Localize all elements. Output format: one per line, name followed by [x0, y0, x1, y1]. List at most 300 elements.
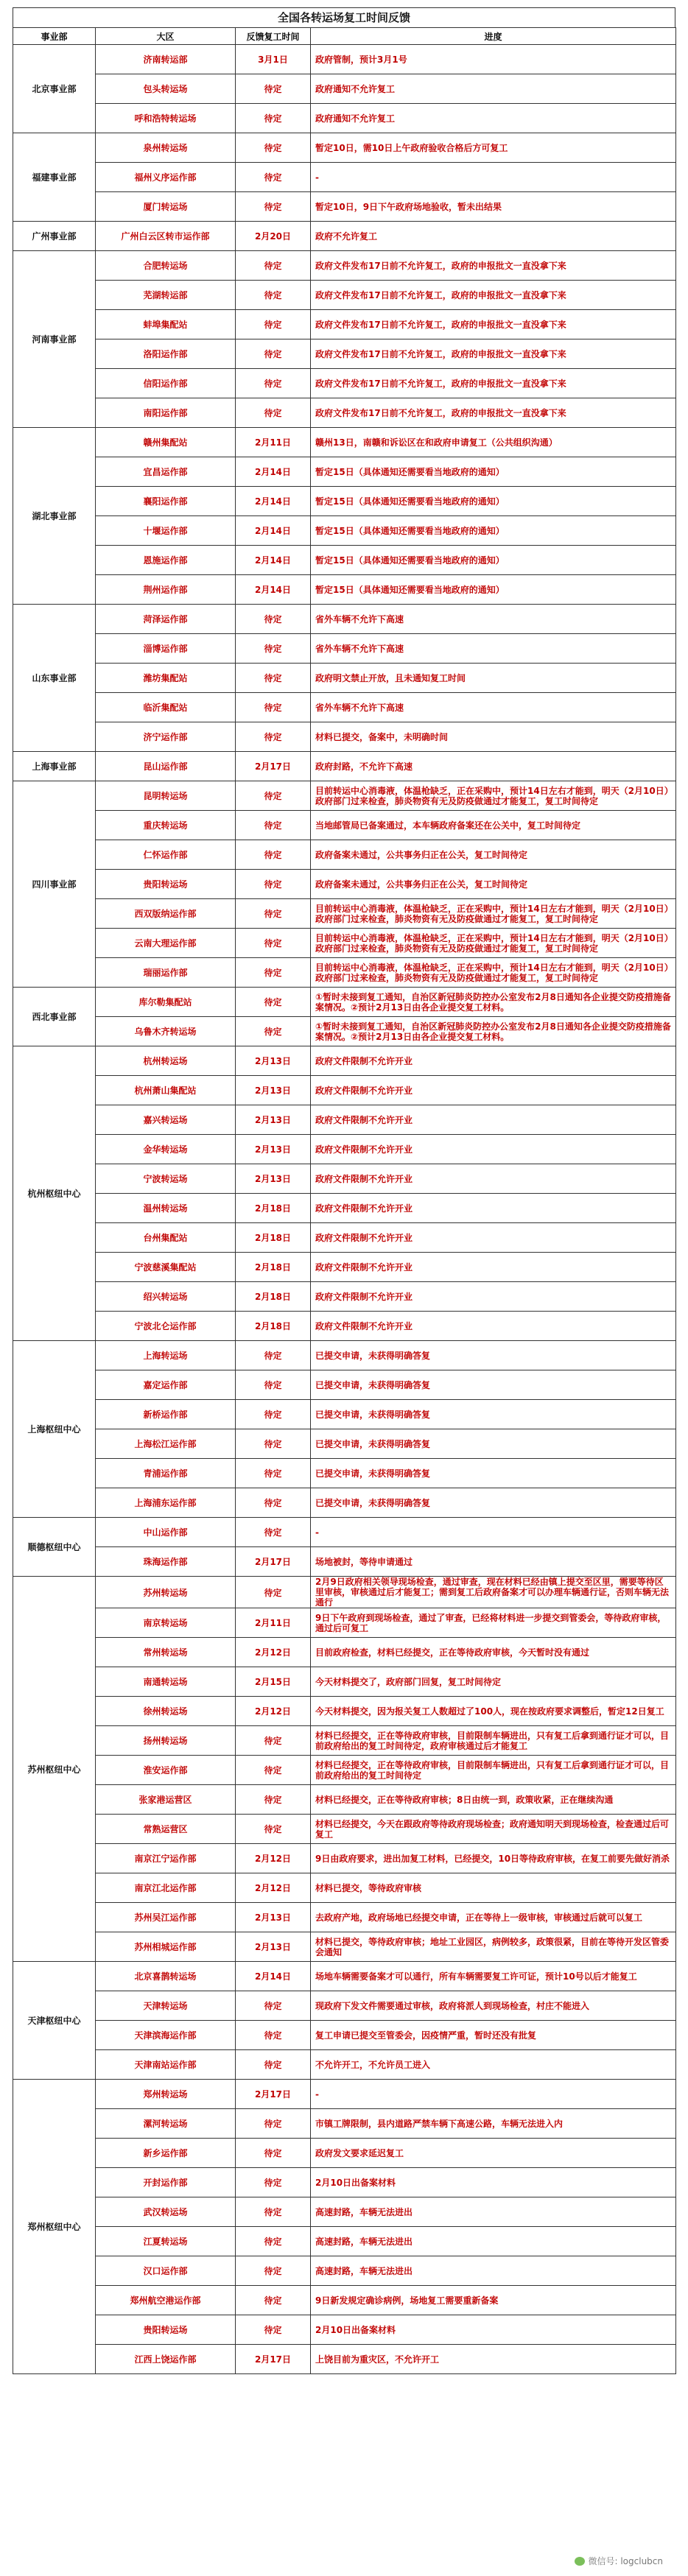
date-cell: 2月14日	[236, 546, 311, 575]
progress-cell: 暂定10日，需10日上午政府验收合格后方可复工	[311, 133, 676, 163]
table-row	[13, 1105, 676, 1135]
progress-cell: 政府文件发布17日前不允许复工，政府的申报批文一直没拿下来	[311, 251, 676, 281]
table-row	[13, 1223, 676, 1253]
date-cell: 待定	[236, 2021, 311, 2050]
progress-cell: 目前政府检查，材料已经提交，正在等待政府审核，今天暂时没有通过	[311, 1638, 676, 1667]
region-cell: 汉口运作部	[96, 2256, 236, 2286]
region-cell: 杭州萧山集配站	[96, 1076, 236, 1105]
date-cell: 待定	[236, 2315, 311, 2345]
table-row	[13, 870, 676, 899]
date-cell: 2月14日	[236, 1962, 311, 1991]
region-cell: 珠海运作部	[96, 1547, 236, 1577]
region-cell: 台州集配站	[96, 1223, 236, 1253]
date-cell: 2月12日	[236, 1697, 311, 1726]
header-region: 大区	[96, 28, 236, 45]
table-row	[13, 693, 676, 722]
region-cell: 江夏转运场	[96, 2227, 236, 2256]
progress-cell: 暂定15日（具体通知还需要看当地政府的通知）	[311, 457, 676, 487]
table-row	[13, 192, 676, 222]
progress-cell: 政府文件限制不允许开业	[311, 1312, 676, 1341]
date-cell: 待定	[236, 605, 311, 634]
region-cell: 青浦运作部	[96, 1459, 236, 1488]
date-cell: 待定	[236, 1017, 311, 1046]
table-row	[13, 988, 676, 1017]
date-cell: 2月13日	[236, 1105, 311, 1135]
progress-cell: 政府文件限制不允许开业	[311, 1164, 676, 1194]
table-row	[13, 664, 676, 693]
progress-cell: 政府文件限制不允许开业	[311, 1105, 676, 1135]
date-cell: 待定	[236, 2197, 311, 2227]
table-row	[13, 546, 676, 575]
date-cell: 待定	[236, 1370, 311, 1400]
progress-cell: 政府文件限制不允许开业	[311, 1223, 676, 1253]
table-row	[13, 1844, 676, 1873]
progress-cell: 目前转运中心消毒液，体温枪缺乏，正在采购中，预计14日左右才能到，明天（2月10日）政府部门过来检查，肺炎物资有无及防疫做通过才能复工，复工时间待定	[311, 958, 676, 988]
progress-cell: 政府文件发布17日前不允许复工，政府的申报批文一直没拿下来	[311, 310, 676, 339]
table-row	[13, 251, 676, 281]
progress-cell: 目前转运中心消毒液，体温枪缺乏，正在采购中，预计14日左右才能到，明天（2月10日）政府部门过来检查，肺炎物资有无及防疫做通过才能复工，复工时间待定	[311, 899, 676, 929]
progress-cell: 省外车辆不允许下高速	[311, 693, 676, 722]
region-cell: 天津滨海运作部	[96, 2021, 236, 2050]
table-row	[13, 722, 676, 752]
date-cell: 待定	[236, 811, 311, 840]
region-cell: 信阳运作部	[96, 369, 236, 398]
table-row	[13, 339, 676, 369]
table-row	[13, 45, 676, 74]
table-row	[13, 2286, 676, 2315]
table-row	[13, 222, 676, 251]
progress-cell: 政府文件限制不允许开业	[311, 1135, 676, 1164]
region-cell: 赣州集配站	[96, 428, 236, 457]
progress-cell: 现政府下发文件需要通过审核，政府将派人到现场检查，村庄不能进入	[311, 1991, 676, 2021]
date-cell: 待定	[236, 1400, 311, 1429]
progress-cell: 去政府产地，政府场地已经提交申请，正在等待上一级审核，审核通过后就可以复工	[311, 1903, 676, 1932]
progress-cell: 政府发文要求延迟复工	[311, 2139, 676, 2168]
progress-cell: 材料已经提交，今天在跟政府等待政府现场检查；政府通知明天到现场检查，检查通过后可复工	[311, 1815, 676, 1844]
dept-cell: 苏州枢纽中心	[13, 1577, 96, 1962]
date-cell: 待定	[236, 281, 311, 310]
region-cell: 扬州转运场	[96, 1726, 236, 1756]
table-row	[13, 1518, 676, 1547]
progress-cell: 已提交申请，未获得明确答复	[311, 1459, 676, 1488]
date-cell: 2月17日	[236, 752, 311, 781]
progress-cell: 高速封路，车辆无法进出	[311, 2197, 676, 2227]
date-cell: 2月13日	[236, 1164, 311, 1194]
date-cell: 2月18日	[236, 1194, 311, 1223]
region-cell: 中山运作部	[96, 1518, 236, 1547]
progress-cell: 已提交申请，未获得明确答复	[311, 1341, 676, 1370]
region-cell: 济南转运部	[96, 45, 236, 74]
progress-cell: 政府文件发布17日前不允许复工，政府的申报批文一直没拿下来	[311, 281, 676, 310]
table-row	[13, 1135, 676, 1164]
progress-cell: 已提交申请，未获得明确答复	[311, 1429, 676, 1459]
table-row	[13, 1194, 676, 1223]
date-cell: 2月13日	[236, 1046, 311, 1076]
progress-cell: 政府文件限制不允许开业	[311, 1253, 676, 1282]
region-cell: 荆州运作部	[96, 575, 236, 605]
region-cell: 金华转运场	[96, 1135, 236, 1164]
region-cell: 泉州转运场	[96, 133, 236, 163]
region-cell: 芜湖转运部	[96, 281, 236, 310]
progress-cell: 已提交申请，未获得明确答复	[311, 1400, 676, 1429]
date-cell: 待定	[236, 2109, 311, 2139]
table-row	[13, 605, 676, 634]
date-cell: 2月12日	[236, 1844, 311, 1873]
dept-cell: 上海事业部	[13, 752, 96, 781]
region-cell: 常州转运场	[96, 1638, 236, 1667]
header-dept: 事业部	[13, 28, 96, 45]
date-cell: 待定	[236, 664, 311, 693]
region-cell: 呼和浩特转运场	[96, 104, 236, 133]
progress-cell: 政府不允许复工	[311, 222, 676, 251]
region-cell: 常熟运营区	[96, 1815, 236, 1844]
region-cell: 宁波转运场	[96, 1164, 236, 1194]
progress-cell: 暂定15日（具体通知还需要看当地政府的通知）	[311, 487, 676, 516]
table-row	[13, 575, 676, 605]
region-cell: 漯河转运场	[96, 2109, 236, 2139]
progress-cell: 9日新发规定确诊病例，场地复工需要重新备案	[311, 2286, 676, 2315]
region-cell: 十堰运作部	[96, 516, 236, 546]
dept-cell: 郑州枢纽中心	[13, 2080, 96, 2374]
region-cell: 临沂集配站	[96, 693, 236, 722]
table-row	[13, 1815, 676, 1844]
region-cell: 南通转运场	[96, 1667, 236, 1697]
progress-cell: 政府备案未通过，公共事务归正在公关，复工时间待定	[311, 870, 676, 899]
progress-cell: 政府封路，不允许下高速	[311, 752, 676, 781]
table-row	[13, 2256, 676, 2286]
table-row	[13, 1017, 676, 1046]
progress-cell: 政府文件发布17日前不允许复工，政府的申报批文一直没拿下来	[311, 398, 676, 428]
table-row	[13, 781, 676, 811]
table-row	[13, 2227, 676, 2256]
date-cell: 待定	[236, 2227, 311, 2256]
date-cell: 2月18日	[236, 1253, 311, 1282]
date-cell: 2月14日	[236, 457, 311, 487]
region-cell: 开封运作部	[96, 2168, 236, 2197]
report-body	[13, 45, 676, 2374]
region-cell: 淮安运作部	[96, 1756, 236, 1785]
region-cell: 郑州航空港运作部	[96, 2286, 236, 2315]
region-cell: 上海松江运作部	[96, 1429, 236, 1459]
table-row	[13, 1076, 676, 1105]
region-cell: 郑州转运场	[96, 2080, 236, 2109]
progress-cell: 今天材料提交了，政府部门回复，复工时间待定	[311, 1667, 676, 1697]
region-cell: 杭州转运场	[96, 1046, 236, 1076]
progress-cell: 政府明文禁止开放，且未通知复工时间	[311, 664, 676, 693]
progress-cell: 不允许开工，不允许员工进入	[311, 2050, 676, 2080]
date-cell: 待定	[236, 1756, 311, 1785]
region-cell: 厦门转运场	[96, 192, 236, 222]
region-cell: 重庆转运场	[96, 811, 236, 840]
region-cell: 绍兴转运场	[96, 1282, 236, 1312]
progress-cell: 政府备案未通过，公共事务归正在公关，复工时间待定	[311, 840, 676, 870]
table-row	[13, 1459, 676, 1488]
date-cell: 待定	[236, 2168, 311, 2197]
table-row	[13, 1726, 676, 1756]
header-date: 反馈复工时间	[236, 28, 311, 45]
progress-cell: 当地邮管局已备案通过，本车辆政府备案还在公关中，复工时间待定	[311, 811, 676, 840]
progress-cell: 省外车辆不允许下高速	[311, 634, 676, 664]
region-cell: 天津转运场	[96, 1991, 236, 2021]
table-row	[13, 398, 676, 428]
table-row	[13, 899, 676, 929]
progress-cell: 目前转运中心消毒液，体温枪缺乏，正在采购中，预计14日左右才能到，明天（2月10日）政府部门过来检查，肺炎物资有无及防疫做通过才能复工，复工时间待定	[311, 929, 676, 958]
progress-cell: ①暂时未接到复工通知，自治区新冠肺炎防控办公室发布2月8日通知各企业提交防疫措施备案情况。②预计2月13日由各企业提交复工材料。	[311, 988, 676, 1017]
date-cell: 待定	[236, 1488, 311, 1518]
table-row	[13, 634, 676, 664]
region-cell: 苏州转运场	[96, 1577, 236, 1608]
region-cell: 宁波慈溪集配站	[96, 1253, 236, 1282]
region-cell: 南京江宁运作部	[96, 1844, 236, 1873]
region-cell: 上海转运场	[96, 1341, 236, 1370]
region-cell: 徐州转运场	[96, 1697, 236, 1726]
region-cell: 云南大理运作部	[96, 929, 236, 958]
table-row	[13, 1400, 676, 1429]
date-cell: 2月13日	[236, 1903, 311, 1932]
table-row	[13, 929, 676, 958]
date-cell: 2月13日	[236, 1076, 311, 1105]
progress-cell: 目前转运中心消毒液，体温枪缺乏，正在采购中，预计14日左右才能到，明天（2月10日）政府部门过来检查，肺炎物资有无及防疫做通过才能复工，复工时间待定	[311, 781, 676, 811]
table-row	[13, 2315, 676, 2345]
date-cell: 待定	[236, 74, 311, 104]
progress-cell: 政府通知不允许复工	[311, 74, 676, 104]
region-cell: 库尔勒集配站	[96, 988, 236, 1017]
date-cell: 待定	[236, 1518, 311, 1547]
date-cell: 待定	[236, 133, 311, 163]
date-cell: 2月18日	[236, 1312, 311, 1341]
region-cell: 天津南站运作部	[96, 2050, 236, 2080]
date-cell: 待定	[236, 2256, 311, 2286]
date-cell: 待定	[236, 781, 311, 811]
date-cell: 3月1日	[236, 45, 311, 74]
table-row	[13, 1577, 676, 1608]
watermark-text: 微信号: logclubcn	[588, 2556, 663, 2566]
header-progress: 进度	[311, 28, 676, 45]
progress-cell: 场地被封，等待申请通过	[311, 1547, 676, 1577]
progress-cell: 今天材料提交，因为报关复工人数超过了100人，现在按政府要求调整后，暂定12日复工	[311, 1697, 676, 1726]
date-cell: 2月17日	[236, 1547, 311, 1577]
region-cell: 福州义序运作部	[96, 163, 236, 192]
progress-cell: 政府文件限制不允许开业	[311, 1194, 676, 1223]
progress-cell: 赣州13日，南赣和诉讼区在和政府申请复工（公共组织沟通）	[311, 428, 676, 457]
table-row	[13, 811, 676, 840]
region-cell: 北京喜鹊转运场	[96, 1962, 236, 1991]
date-cell: 待定	[236, 1726, 311, 1756]
dept-cell: 河南事业部	[13, 251, 96, 428]
table-row	[13, 1667, 676, 1697]
region-cell: 江西上饶运作部	[96, 2345, 236, 2374]
date-cell: 2月17日	[236, 2080, 311, 2109]
region-cell: 广州白云区转市运作部	[96, 222, 236, 251]
region-cell: 昆明转运场	[96, 781, 236, 811]
region-cell: 宜昌运作部	[96, 457, 236, 487]
progress-cell: 上饶目前为重灾区，不允许开工	[311, 2345, 676, 2374]
date-cell: 待定	[236, 369, 311, 398]
report-sheet	[13, 7, 675, 2374]
date-cell: 待定	[236, 899, 311, 929]
region-cell: 武汉转运场	[96, 2197, 236, 2227]
report-title: 全国各转运场复工时间反馈	[13, 7, 675, 27]
date-cell: 2月13日	[236, 1932, 311, 1962]
region-cell: 西双版纳运作部	[96, 899, 236, 929]
table-row	[13, 2050, 676, 2080]
progress-cell: 暂定15日（具体通知还需要看当地政府的通知）	[311, 516, 676, 546]
date-cell: 待定	[236, 310, 311, 339]
header-row	[13, 28, 676, 45]
table-row	[13, 163, 676, 192]
table-row	[13, 2345, 676, 2374]
progress-cell: 复工申请已提交至管委会，因疫情严重，暂时还没有批复	[311, 2021, 676, 2050]
table-row	[13, 1962, 676, 1991]
progress-cell: 高速封路，车辆无法进出	[311, 2227, 676, 2256]
region-cell: 嘉兴转运场	[96, 1105, 236, 1135]
region-cell: 潍坊集配站	[96, 664, 236, 693]
progress-cell: 材料已经提交，正在等待政府审核，目前限制车辆进出，只有复工后拿到通行证才可以，目前政府给出的复工时间待定，政府审核通过后才能复工	[311, 1726, 676, 1756]
region-cell: 张家港运营区	[96, 1785, 236, 1815]
table-row	[13, 1608, 676, 1638]
dept-cell: 顺德枢纽中心	[13, 1518, 96, 1577]
region-cell: 乌鲁木齐转运场	[96, 1017, 236, 1046]
region-cell: 苏州相城运作部	[96, 1932, 236, 1962]
table-row	[13, 2197, 676, 2227]
progress-cell: 已提交申请，未获得明确答复	[311, 1370, 676, 1400]
dept-cell: 天津枢纽中心	[13, 1962, 96, 2080]
progress-cell: 2月10日出备案材料	[311, 2168, 676, 2197]
table-row	[13, 487, 676, 516]
region-cell: 南京转运场	[96, 1608, 236, 1638]
region-cell: 新乡运作部	[96, 2139, 236, 2168]
date-cell: 2月17日	[236, 2345, 311, 2374]
report-table	[13, 27, 676, 2374]
table-row	[13, 281, 676, 310]
progress-cell: 材料已提交，等待政府审核	[311, 1873, 676, 1903]
wechat-icon	[575, 2557, 585, 2566]
progress-cell: 政府文件限制不允许开业	[311, 1076, 676, 1105]
table-row	[13, 1164, 676, 1194]
dept-cell: 上海枢纽中心	[13, 1341, 96, 1518]
progress-cell: -	[311, 163, 676, 192]
region-cell: 嘉定运作部	[96, 1370, 236, 1400]
progress-cell: 2月9日政府相关领导现场检查，通过审查，现在材料已经由镇上提交至区里，需要等待区里审核，审核通过后才能复工；需到复工后政府备案才可以办理车辆通行证，否则车辆无法通行	[311, 1577, 676, 1608]
table-row	[13, 1370, 676, 1400]
table-row	[13, 1282, 676, 1312]
dept-cell: 西北事业部	[13, 988, 96, 1046]
date-cell: 2月11日	[236, 1608, 311, 1638]
progress-cell: 材料已经提交，正在等待政府审核；8日由统一到，政策收紧，正在继续沟通	[311, 1785, 676, 1815]
table-row	[13, 1785, 676, 1815]
region-cell: 包头转运场	[96, 74, 236, 104]
date-cell: 2月18日	[236, 1282, 311, 1312]
table-row	[13, 369, 676, 398]
date-cell: 待定	[236, 1459, 311, 1488]
region-cell: 洛阳运作部	[96, 339, 236, 369]
date-cell: 2月13日	[236, 1135, 311, 1164]
region-cell: 蚌埠集配站	[96, 310, 236, 339]
region-cell: 昆山运作部	[96, 752, 236, 781]
dept-cell: 福建事业部	[13, 133, 96, 222]
progress-cell: 9日下午政府到现场检查，通过了审查，已经将材料进一步提交到管委会，等待政府审核，通过后可复工	[311, 1608, 676, 1638]
progress-cell: 材料已提交，等待政府审核；地址工业园区，病例较多，政策很紧，目前在等待开发区管委会通知	[311, 1932, 676, 1962]
date-cell: 待定	[236, 104, 311, 133]
date-cell: 待定	[236, 163, 311, 192]
table-row	[13, 752, 676, 781]
dept-cell: 广州事业部	[13, 222, 96, 251]
progress-cell: 2月10日出备案材料	[311, 2315, 676, 2345]
progress-cell: 高速封路，车辆无法进出	[311, 2256, 676, 2286]
table-row	[13, 1991, 676, 2021]
date-cell: 待定	[236, 958, 311, 988]
date-cell: 待定	[236, 398, 311, 428]
progress-cell: 暂定10日，9日下午政府场地验收，暂未出结果	[311, 192, 676, 222]
table-row	[13, 1932, 676, 1962]
table-row	[13, 1697, 676, 1726]
date-cell: 2月20日	[236, 222, 311, 251]
date-cell: 待定	[236, 2286, 311, 2315]
date-cell: 待定	[236, 722, 311, 752]
date-cell: 2月12日	[236, 1638, 311, 1667]
date-cell: 待定	[236, 1785, 311, 1815]
progress-cell: 场地车辆需要备案才可以通行，所有车辆需要复工许可证，预计10号以后才能复工	[311, 1962, 676, 1991]
table-row	[13, 104, 676, 133]
progress-cell: -	[311, 2080, 676, 2109]
progress-cell: 政府文件限制不允许开业	[311, 1282, 676, 1312]
region-cell: 贵阳转运场	[96, 870, 236, 899]
progress-cell: 暂定15日（具体通知还需要看当地政府的通知）	[311, 546, 676, 575]
table-row	[13, 1873, 676, 1903]
table-row	[13, 2109, 676, 2139]
date-cell: 2月14日	[236, 516, 311, 546]
date-cell: 待定	[236, 339, 311, 369]
dept-cell: 杭州枢纽中心	[13, 1046, 96, 1341]
date-cell: 2月18日	[236, 1223, 311, 1253]
date-cell: 待定	[236, 988, 311, 1017]
date-cell: 待定	[236, 929, 311, 958]
table-row	[13, 74, 676, 104]
table-row	[13, 2168, 676, 2197]
region-cell: 济宁运作部	[96, 722, 236, 752]
progress-cell: 政府通知不允许复工	[311, 104, 676, 133]
progress-cell: ①暂时未接到复工通知，自治区新冠肺炎防控办公室发布2月8日通知各企业提交防疫措施备案情况。②预计2月13日由各企业提交复工材料。	[311, 1017, 676, 1046]
table-row	[13, 1638, 676, 1667]
table-row	[13, 1341, 676, 1370]
date-cell: 待定	[236, 840, 311, 870]
dept-cell: 四川事业部	[13, 781, 96, 988]
region-cell: 南阳运作部	[96, 398, 236, 428]
region-cell: 上海浦东运作部	[96, 1488, 236, 1518]
date-cell: 2月14日	[236, 575, 311, 605]
table-row	[13, 133, 676, 163]
progress-cell: 暂定15日（具体通知还需要看当地政府的通知）	[311, 575, 676, 605]
progress-cell: 已提交申请，未获得明确答复	[311, 1488, 676, 1518]
table-row	[13, 958, 676, 988]
table-row	[13, 2080, 676, 2109]
progress-cell: 材料已经提交，正在等待政府审核，目前限制车辆进出，只有复工后拿到通行证才可以，目前政府给出的复工时间待定	[311, 1756, 676, 1785]
wechat-watermark	[570, 2553, 667, 2569]
date-cell: 待定	[236, 2139, 311, 2168]
table-row	[13, 1046, 676, 1076]
date-cell: 2月15日	[236, 1667, 311, 1697]
progress-cell: 政府管制，预计3月1号	[311, 45, 676, 74]
date-cell: 待定	[236, 693, 311, 722]
progress-cell: 材料已提交，备案中，未明确时间	[311, 722, 676, 752]
date-cell: 待定	[236, 634, 311, 664]
dept-cell: 湖北事业部	[13, 428, 96, 605]
date-cell: 待定	[236, 1341, 311, 1370]
region-cell: 贵阳转运场	[96, 2315, 236, 2345]
progress-cell: -	[311, 1518, 676, 1547]
table-row	[13, 457, 676, 487]
table-row	[13, 1547, 676, 1577]
